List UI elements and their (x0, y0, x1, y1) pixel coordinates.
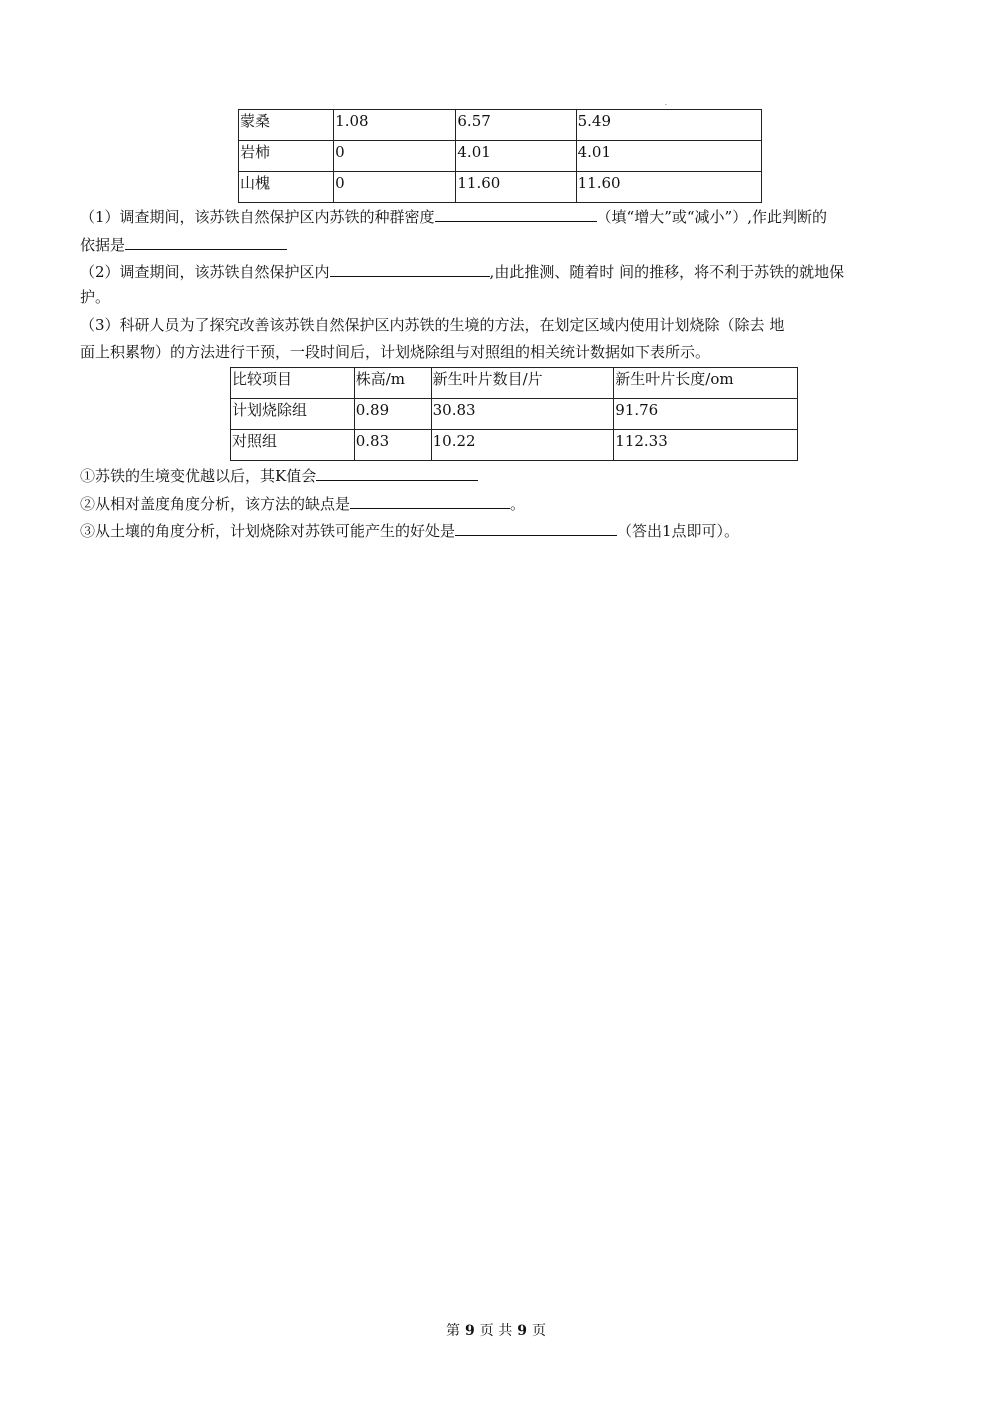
table-cell: 0 (334, 172, 456, 203)
footer-middle: 页 共 (479, 1323, 513, 1339)
table-row (239, 141, 762, 172)
table-cell: 1.08 (334, 110, 456, 141)
table-cell: 4.01 (456, 141, 576, 172)
table-cell: 112.33 (614, 430, 798, 461)
comparison-table (230, 367, 798, 461)
sub-question-2-text: ②从相对盖度角度分析，该方法的缺点是 (80, 495, 351, 513)
answer-blank[interactable] (435, 205, 597, 222)
footer-suffix: 页 (531, 1323, 546, 1339)
question-2-suffix: ,由此推测、随着时 间的推移，将不利于苏铁的就地保 (489, 263, 845, 281)
table-cell: 岩柿 (239, 141, 334, 172)
answer-blank[interactable] (330, 260, 490, 277)
table-cell: 11.60 (456, 172, 576, 203)
table-cell: 5.49 (576, 110, 761, 141)
question-1-prefix: （1）调查期间，该苏铁自然保护区内苏铁的种群密度 (80, 208, 435, 226)
footer-prefix: 第 (446, 1323, 461, 1339)
answer-blank[interactable] (455, 519, 617, 536)
table-cell: 6.57 (456, 110, 576, 141)
answer-blank[interactable] (350, 492, 510, 509)
table-cell: 蒙桑 (239, 110, 334, 141)
table-cell: 0.89 (354, 399, 431, 430)
sub-question-3 (80, 519, 739, 541)
table-cell: 0 (334, 141, 456, 172)
table-row (239, 110, 762, 141)
table-cell: 对照组 (231, 430, 355, 461)
species-data-table (238, 109, 762, 203)
sub-question-1 (80, 464, 478, 486)
sub-question-3-text: ③从土壤的角度分析，计划烧除对苏铁可能产生的好处是 (80, 522, 456, 540)
question-2-prefix: （2）调查期间，该苏铁自然保护区内 (80, 263, 330, 281)
question-3-line-2: 面上积累物）的方法进行干预，一段时间后，计划烧除组与对照组的相关统计数据如下表所示。 (80, 343, 711, 361)
sub-question-2 (80, 492, 525, 514)
table-cell: 计划烧除组 (231, 399, 355, 430)
question-1-suffix: （填“增大”或“减小”）,作此判断的 (596, 208, 827, 226)
question-1-line-2 (80, 233, 287, 255)
table-row (231, 399, 798, 430)
question-1-basis-label: 依据是 (80, 236, 126, 254)
answer-blank[interactable] (125, 233, 287, 250)
table-cell: 91.76 (614, 399, 798, 430)
table-cell: 山槐 (239, 172, 334, 203)
table-cell: 11.60 (576, 172, 761, 203)
sub-question-3-end: （答出1点即可）。 (617, 522, 740, 540)
question-1-line-1 (80, 205, 827, 227)
total-page-number: 9 (517, 1323, 527, 1339)
table-cell: 0.83 (354, 430, 431, 461)
table-header-row (231, 368, 798, 399)
table-header-cell: 新生叶片长度/om (614, 368, 798, 399)
table-row (239, 172, 762, 203)
sub-question-2-end: 。 (510, 495, 526, 513)
table-cell: 30.83 (431, 399, 614, 430)
question-2-end: 护。 (80, 288, 111, 306)
question-2-line-2 (80, 287, 110, 307)
table-cell: 4.01 (576, 141, 761, 172)
question-3-line-1: （3）科研人员为了探究改善该苏铁自然保护区内苏铁的生境的方法，在划定区域内使用计划烧除（除去 地 (80, 316, 785, 334)
sub-question-1-text: ①苏铁的生境变优越以后，其K值会 (80, 467, 317, 485)
current-page-number: 9 (465, 1323, 475, 1339)
question-2-line-1 (80, 260, 844, 282)
page-footer (0, 1320, 992, 1340)
table-header-cell: 新生叶片数目/片 (431, 368, 614, 399)
answer-blank[interactable] (316, 464, 478, 481)
table-row (231, 430, 798, 461)
table-header-cell: 株高/m (354, 368, 431, 399)
table-header-cell: 比较项目 (231, 368, 355, 399)
stray-dot: . (665, 100, 667, 107)
table-cell: 10.22 (431, 430, 614, 461)
